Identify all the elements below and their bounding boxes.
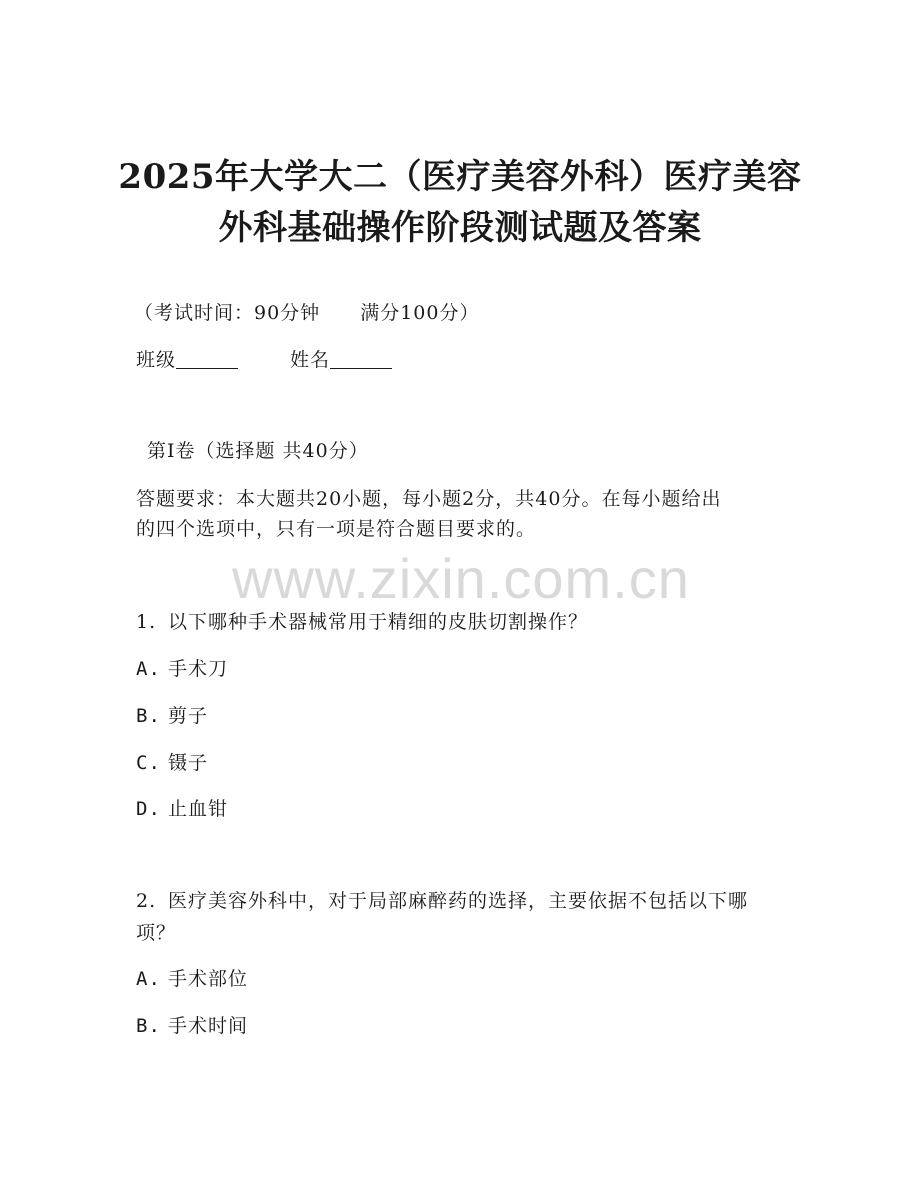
option-text: 剪子 — [168, 705, 209, 727]
question-1-option-c — [136, 754, 208, 773]
section-heading: 第I卷（选择题 共40分） — [147, 440, 369, 462]
option-letter: D. — [136, 798, 161, 820]
option-letter: B. — [136, 705, 161, 727]
exam-info — [134, 304, 479, 323]
question-1 — [136, 613, 588, 632]
class-blank — [176, 367, 238, 369]
watermark: www.zixin.com.cn — [232, 547, 690, 610]
option-letter: A. — [136, 658, 161, 680]
option-text: 手术部位 — [168, 968, 249, 990]
class-label: 班级 — [136, 349, 177, 371]
requirement-line-1: 答题要求：本大题共20小题，每小题2分，共40分。在每小题给出 — [136, 488, 722, 510]
option-text: 镊子 — [168, 752, 209, 774]
full-score: 满分100分） — [360, 302, 480, 324]
question-number: 1. — [136, 611, 157, 633]
document-title-line-2: 外科基础操作阶段测试题及答案 — [218, 208, 702, 248]
name-blank — [330, 367, 392, 369]
question-2-option-b — [136, 1017, 248, 1036]
question-number: 2. — [136, 890, 157, 912]
document-title-line-1: 2025年大学大二（医疗美容外科）医疗美容 — [118, 157, 802, 197]
question-2 — [136, 892, 748, 911]
question-1-option-a — [136, 660, 228, 679]
option-text: 手术刀 — [168, 658, 229, 680]
question-text: 以下哪种手术器械常用于精细的皮肤切割操作？ — [168, 611, 589, 633]
option-text: 止血钳 — [168, 798, 229, 820]
question-2-option-a — [136, 970, 248, 989]
option-letter: C. — [136, 752, 161, 774]
question-1-option-b — [136, 707, 208, 726]
name-label: 姓名 — [290, 349, 331, 371]
question-2-continued: 项？ — [136, 922, 177, 944]
question-1-option-d — [136, 800, 228, 819]
question-text-line-1: 医疗美容外科中，对于局部麻醉药的选择，主要依据不包括以下哪 — [168, 890, 749, 912]
option-letter: B. — [136, 1015, 161, 1037]
option-text: 手术时间 — [168, 1015, 249, 1037]
exam-time: （考试时间：90分钟 — [134, 302, 321, 324]
requirement-line-2: 的四个选项中，只有一项是符合题目要求的。 — [136, 518, 537, 540]
option-letter: A. — [136, 968, 161, 990]
student-fields — [136, 351, 392, 370]
